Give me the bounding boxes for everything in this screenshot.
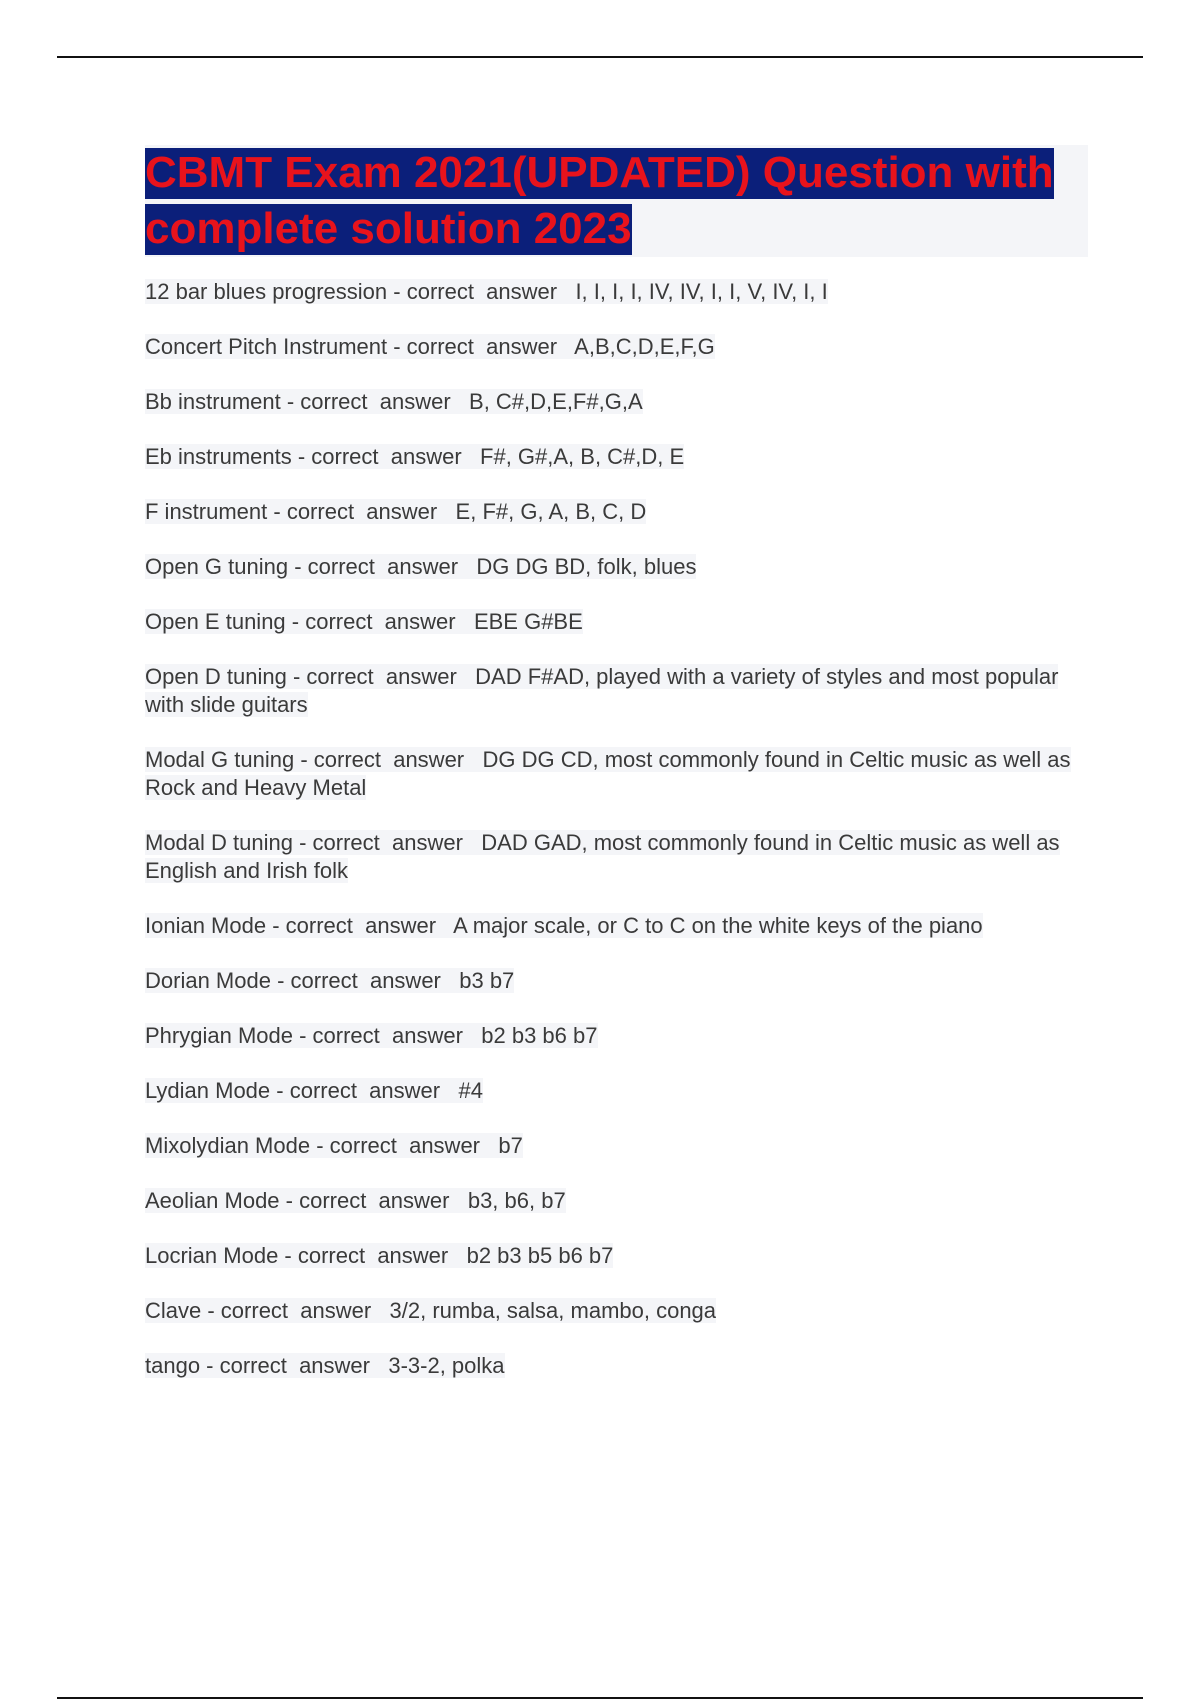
term: Open E tuning: [145, 609, 286, 634]
list-item: [145, 443, 1095, 471]
separator: - correct answer: [292, 1023, 482, 1048]
answer: b3 b7: [459, 968, 515, 993]
answer: b7: [498, 1133, 523, 1158]
term: tango: [145, 1353, 201, 1378]
answer: DG DG CD, most commonly found in Celtic music as well as Rock and Heavy Metal: [145, 747, 1071, 800]
separator: - correct answer: [266, 913, 454, 938]
answer: B, C#,D,E,F#,G,A: [469, 389, 643, 414]
answer: b2 b3 b6 b7: [481, 1023, 598, 1048]
page-top-rule: [57, 56, 1143, 58]
term: Eb instruments: [145, 444, 292, 469]
separator: - correct answer: [200, 1353, 389, 1378]
separator: - correct answer: [279, 1188, 468, 1213]
page-bottom-rule: [57, 1697, 1143, 1699]
term: Open G tuning: [145, 554, 289, 579]
term: Open D tuning: [145, 664, 287, 689]
list-item: [145, 388, 1095, 416]
term: Dorian Mode: [145, 968, 271, 993]
list-item: [145, 746, 1095, 802]
answer: b2 b3 b5 b6 b7: [466, 1243, 614, 1268]
separator: - correct answer: [280, 389, 470, 414]
answer: 3/2, rumba, salsa, mambo, conga: [389, 1298, 717, 1323]
list-item: [145, 553, 1095, 581]
answer: A major scale, or C to C on the white keys of the piano: [453, 913, 983, 938]
separator: - correct answer: [285, 609, 474, 634]
term: Lydian Mode: [145, 1078, 271, 1103]
separator: - correct answer: [294, 747, 483, 772]
separator: - correct answer: [288, 554, 477, 579]
list-item: [145, 1297, 1095, 1325]
list-item: [145, 1022, 1095, 1050]
term: Locrian Mode: [145, 1243, 279, 1268]
answer: DAD GAD, most commonly found in Celtic music as well as English and Irish folk: [145, 830, 1060, 883]
term: 12 bar blues progression: [145, 279, 388, 304]
answer: EBE G#BE: [473, 609, 583, 634]
answer: DG DG BD, folk, blues: [476, 554, 697, 579]
term: Modal G tuning: [145, 747, 295, 772]
separator: - correct answer: [270, 968, 460, 993]
qa-list: [145, 278, 1095, 1407]
answer: 3-3-2, polka: [388, 1353, 505, 1378]
term: Phrygian Mode: [145, 1023, 293, 1048]
answer: A,B,C,D,E,F,G: [574, 334, 715, 359]
answer: b3, b6, b7: [467, 1188, 566, 1213]
document-title-text: CBMT Exam 2021(UPDATED) Question with complete solution 2023: [145, 148, 1054, 253]
list-item: [145, 1077, 1095, 1105]
term: Bb instrument: [145, 389, 281, 414]
list-item: [145, 608, 1095, 636]
separator: - correct answer: [267, 499, 456, 524]
separator: - correct answer: [278, 1243, 467, 1268]
term: Modal D tuning: [145, 830, 293, 855]
separator: - correct answer: [387, 334, 575, 359]
list-item: [145, 333, 1095, 361]
term: Mixolydian Mode: [145, 1133, 311, 1158]
separator: - correct answer: [270, 1078, 459, 1103]
list-item: [145, 498, 1095, 526]
term: F instrument: [145, 499, 268, 524]
list-item: [145, 1242, 1095, 1270]
list-item: [145, 967, 1095, 995]
answer: DAD F#AD, played with a variety of styles and most popular with slide guitars: [145, 664, 1059, 717]
document-title: [145, 145, 1088, 257]
term: Aeolian Mode: [145, 1188, 280, 1213]
list-item: [145, 912, 1095, 940]
separator: - correct answer: [310, 1133, 499, 1158]
term: Ionian Mode: [145, 913, 267, 938]
list-item: [145, 278, 1095, 306]
separator: - correct answer: [291, 444, 481, 469]
term: Concert Pitch Instrument: [145, 334, 388, 359]
answer: I, I, I, I, IV, IV, I, I, V, IV, I, I: [575, 279, 828, 304]
answer: F#, G#,A, B, C#,D, E: [480, 444, 685, 469]
answer: E, F#, G, A, B, C, D: [455, 499, 647, 524]
separator: - correct answer: [387, 279, 576, 304]
list-item: [145, 829, 1095, 885]
answer: #4: [458, 1078, 483, 1103]
separator: - correct answer: [201, 1298, 390, 1323]
separator: - correct answer: [286, 664, 476, 689]
list-item: [145, 1187, 1095, 1215]
term: Clave: [145, 1298, 202, 1323]
list-item: [145, 1352, 1095, 1380]
list-item: [145, 1132, 1095, 1160]
title-block: [145, 145, 1088, 257]
separator: - correct answer: [292, 830, 482, 855]
list-item: [145, 663, 1095, 719]
